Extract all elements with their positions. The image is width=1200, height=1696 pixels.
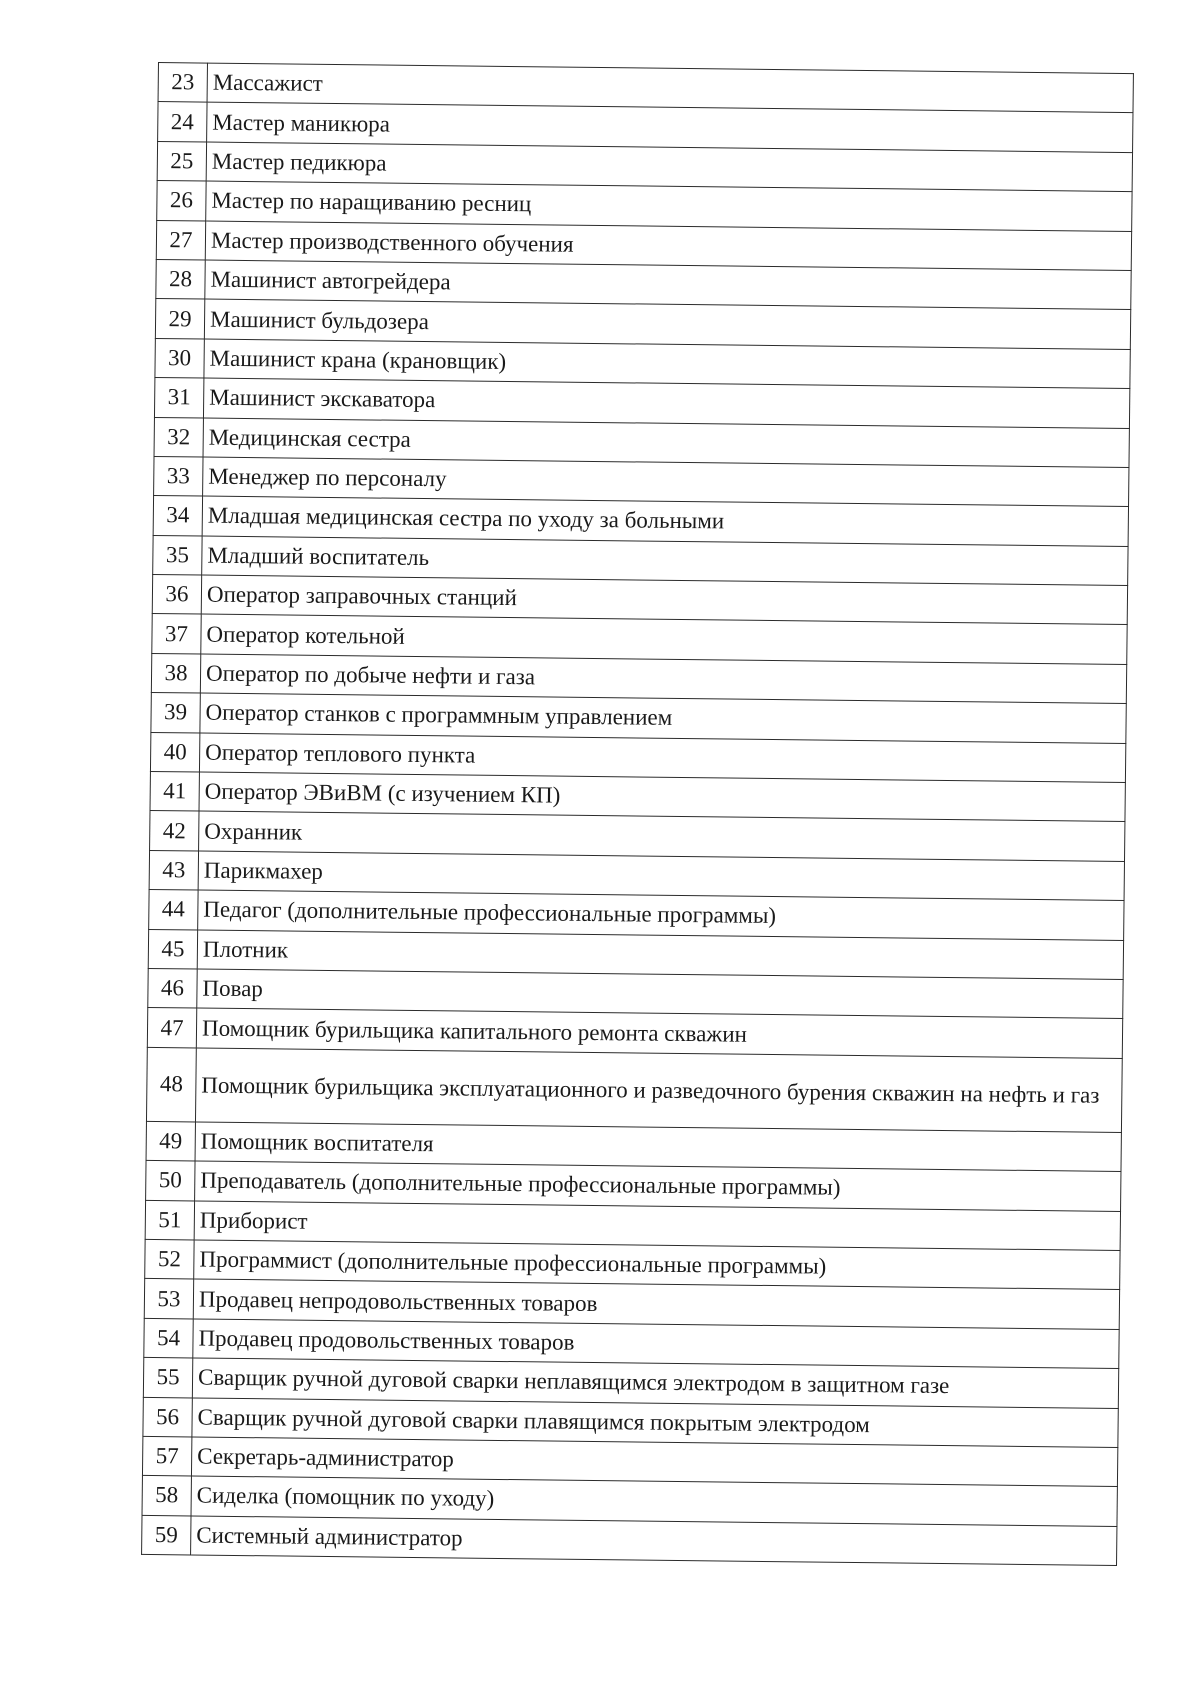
row-number: 36 [152, 575, 201, 615]
row-number: 57 [142, 1436, 191, 1476]
profession-name: Помощник бурильщика капитального ремонта скважин [196, 1008, 1122, 1058]
row-number: 44 [149, 890, 198, 930]
profession-name: Мастер педикюра [206, 142, 1132, 192]
row-number: 35 [153, 535, 202, 575]
profession-name: Машинист экскаватора [203, 378, 1129, 428]
profession-name: Преподаватель (дополнительные профессиональные программы) [195, 1161, 1121, 1211]
row-number: 42 [150, 811, 199, 851]
row-number: 30 [155, 338, 204, 378]
profession-name: Оператор котельной [201, 614, 1127, 664]
profession-name: Машинист бульдозера [204, 299, 1130, 349]
professions-table [141, 62, 1134, 1566]
row-number: 46 [148, 968, 197, 1008]
profession-name: Младший воспитатель [202, 536, 1128, 586]
profession-name: Менеджер по персоналу [203, 457, 1129, 507]
table-row [146, 1047, 1122, 1132]
profession-name: Мастер по наращиванию ресниц [206, 181, 1132, 231]
row-number: 27 [156, 220, 205, 260]
profession-name: Оператор заправочных станций [201, 575, 1127, 625]
profession-name: Машинист крана (крановщик) [204, 339, 1130, 389]
row-number: 28 [156, 259, 205, 299]
profession-name: Охранник [199, 811, 1125, 861]
profession-name: Оператор станков с программным управлением [200, 693, 1126, 743]
profession-name: Сиделка (помощник по уходу) [191, 1476, 1117, 1526]
profession-name: Программист (дополнительные профессиональные программы) [194, 1240, 1120, 1290]
row-number: 38 [151, 653, 200, 693]
professions-table-body [142, 63, 1134, 1566]
profession-name: Оператор ЭВиВМ (с изучением КП) [199, 772, 1125, 822]
profession-name: Приборист [194, 1201, 1120, 1251]
row-number: 59 [142, 1515, 191, 1555]
profession-name: Системный администратор [191, 1516, 1117, 1566]
profession-name: Педагог (дополнительные профессиональные программы) [198, 890, 1124, 940]
row-number: 49 [146, 1121, 195, 1161]
row-number: 51 [145, 1200, 194, 1240]
profession-name: Мастер маникюра [207, 102, 1133, 152]
profession-name: Машинист автогрейдера [205, 260, 1131, 310]
profession-name: Парикмахер [198, 851, 1124, 901]
row-number: 58 [142, 1476, 191, 1516]
profession-name: Медицинская сестра [203, 418, 1129, 468]
profession-name: Оператор теплового пункта [199, 733, 1125, 783]
row-number: 23 [158, 63, 207, 103]
row-number: 47 [147, 1008, 196, 1048]
row-number: 50 [146, 1161, 195, 1201]
profession-name: Помощник бурильщика эксплуатационного и разведочного бурения скважин на нефть и газ [195, 1048, 1122, 1133]
row-number: 25 [157, 141, 206, 181]
row-number: 55 [143, 1358, 192, 1398]
row-number: 26 [157, 181, 206, 221]
row-number: 24 [158, 102, 207, 142]
row-number: 32 [154, 417, 203, 457]
row-number: 31 [154, 378, 203, 418]
profession-name: Сварщик ручной дуговой сварки плавящимся покрытым электродом [192, 1397, 1118, 1447]
row-number: 34 [153, 496, 202, 536]
row-number: 40 [150, 732, 199, 772]
row-number: 43 [149, 850, 198, 890]
profession-name: Повар [197, 969, 1123, 1019]
row-number: 52 [145, 1239, 194, 1279]
row-number: 39 [151, 693, 200, 733]
profession-name: Плотник [197, 930, 1123, 980]
profession-name: Секретарь-администратор [191, 1437, 1117, 1487]
profession-name: Продавец продовольственных товаров [193, 1319, 1119, 1369]
row-number: 33 [154, 456, 203, 496]
profession-name: Помощник воспитателя [195, 1122, 1121, 1172]
row-number: 45 [148, 929, 197, 969]
row-number: 54 [144, 1318, 193, 1358]
row-number: 29 [155, 299, 204, 339]
row-number: 41 [150, 771, 199, 811]
row-number: 37 [152, 614, 201, 654]
row-number: 56 [143, 1397, 192, 1437]
profession-name: Мастер производственного обучения [205, 221, 1131, 271]
profession-name: Сварщик ручной дуговой сварки неплавящимся электродом в защитном газе [192, 1358, 1118, 1408]
profession-name: Оператор по добыче нефти и газа [200, 654, 1126, 704]
profession-name: Продавец непродовольственных товаров [193, 1279, 1119, 1329]
profession-name: Младшая медицинская сестра по уходу за больными [202, 496, 1128, 546]
row-number: 53 [144, 1279, 193, 1319]
row-number: 48 [146, 1047, 196, 1122]
profession-name: Массажист [207, 63, 1133, 113]
